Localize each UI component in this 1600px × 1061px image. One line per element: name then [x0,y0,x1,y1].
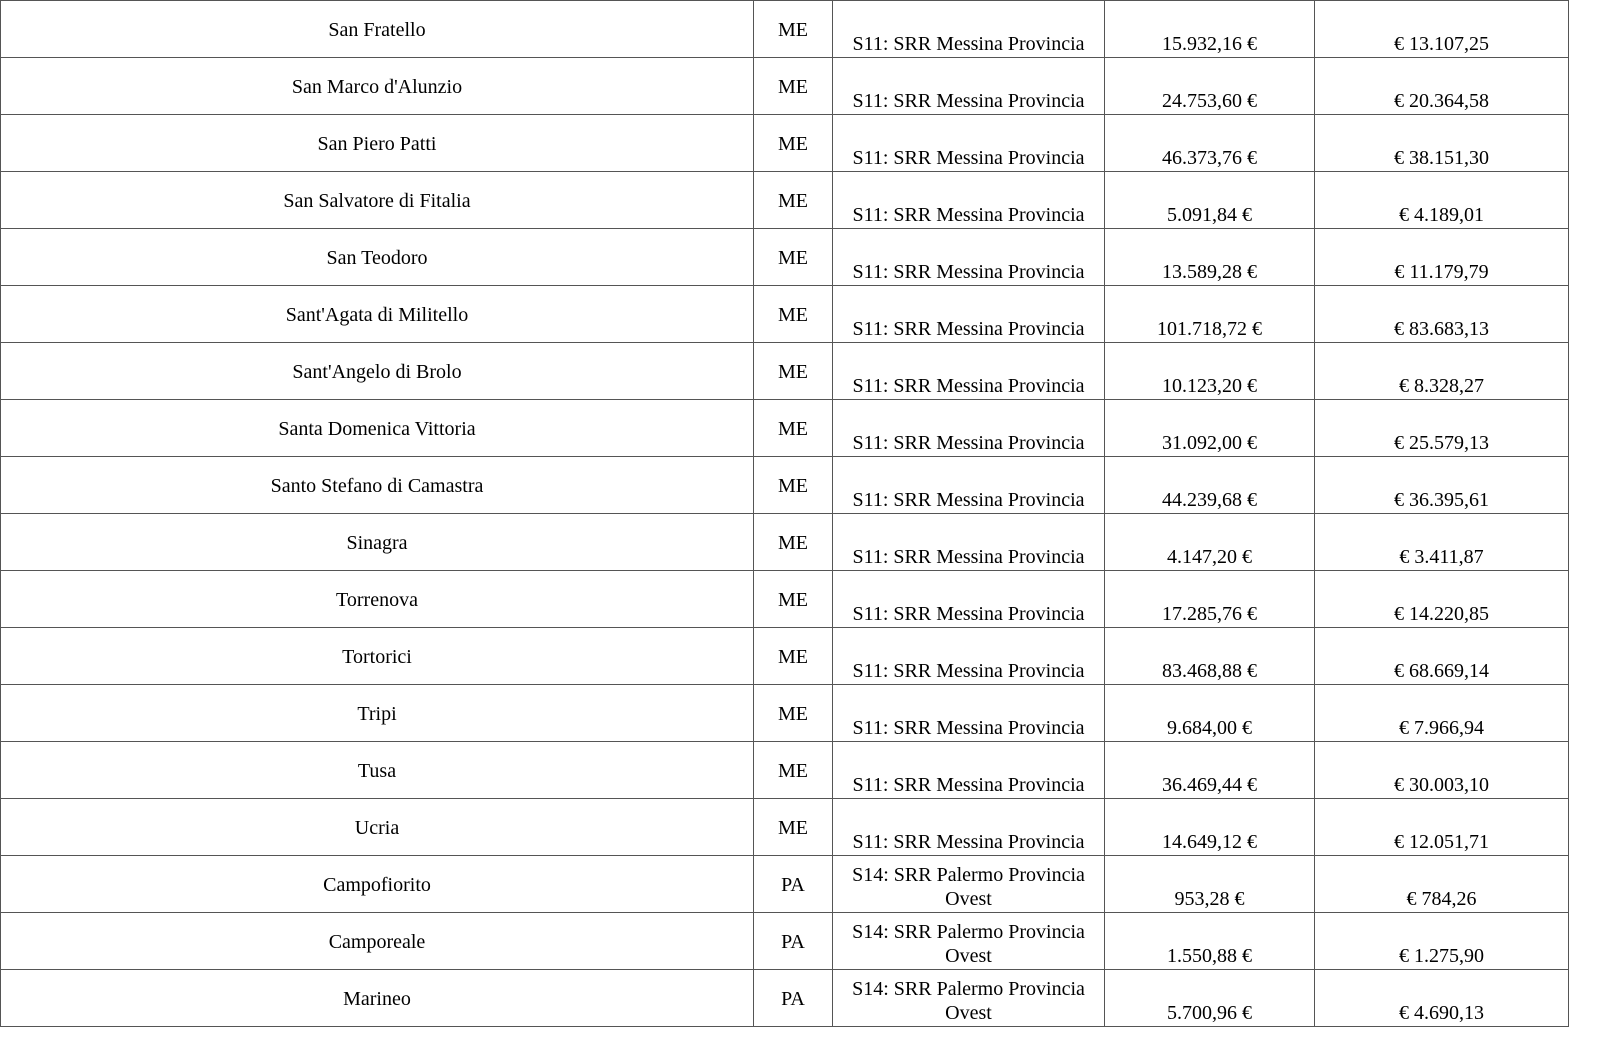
provincia-text: ME [778,76,808,98]
srr-text: S11: SRR Messina Provincia [852,774,1085,796]
importo2-cell [1315,742,1569,799]
srr-text: S14: SRR Palermo Provincia Ovest [852,978,1085,1024]
importo1-text: 44.239,68 € [1162,489,1257,511]
provincia-cell [754,628,833,685]
importo2-cell [1315,343,1569,400]
comune-text: Camporeale [328,931,426,953]
importo1-text: 31.092,00 € [1162,432,1257,454]
importo1-cell [1105,571,1315,628]
importo2-cell [1315,970,1569,1027]
comune-text: Tripi [357,703,397,725]
srr-text: S11: SRR Messina Provincia [852,831,1085,853]
importo1-cell [1105,856,1315,913]
importo1-text: 101.718,72 € [1157,318,1262,340]
importo1-text: 17.285,76 € [1162,603,1257,625]
srr-text: S11: SRR Messina Provincia [852,489,1085,511]
provincia-cell [754,799,833,856]
provincia-text: PA [781,931,805,953]
importo2-text: € 83.683,13 [1394,318,1489,340]
table-row [1,628,1569,685]
importo2-cell [1315,628,1569,685]
table-row [1,1,1569,58]
provincia-cell [754,229,833,286]
comune-text: San Salvatore di Fitalia [283,190,471,212]
importo1-cell [1105,742,1315,799]
table-row [1,286,1569,343]
importo1-cell [1105,1,1315,58]
provincia-cell [754,913,833,970]
importo1-text: 5.091,84 € [1167,204,1252,226]
importo1-cell [1105,229,1315,286]
importo2-text: € 4.690,13 [1399,1002,1484,1024]
importo1-cell [1105,913,1315,970]
importo2-text: € 25.579,13 [1394,432,1489,454]
importo2-cell [1315,799,1569,856]
importo1-cell [1105,286,1315,343]
importo2-cell [1315,856,1569,913]
importo1-text: 5.700,96 € [1167,1002,1252,1024]
importo1-cell [1105,343,1315,400]
importo2-text: € 1.275,90 [1399,945,1484,967]
comune-text: Sant'Angelo di Brolo [292,361,462,383]
srr-cell [833,172,1105,229]
comune-cell [1,1,754,58]
importo1-text: 1.550,88 € [1167,945,1252,967]
comune-text: Campofiorito [323,874,431,896]
importo1-text: 46.373,76 € [1162,147,1257,169]
provincia-text: ME [778,475,808,497]
provincia-text: PA [781,874,805,896]
importo1-cell [1105,685,1315,742]
importo1-cell [1105,970,1315,1027]
comune-text: Santo Stefano di Camastra [270,475,484,497]
comune-text: San Marco d'Alunzio [291,76,463,98]
importo1-cell [1105,457,1315,514]
provincia-text: ME [778,532,808,554]
srr-text: S11: SRR Messina Provincia [852,261,1085,283]
importo2-cell [1315,115,1569,172]
importo2-text: € 38.151,30 [1394,147,1489,169]
srr-text: S11: SRR Messina Provincia [852,204,1085,226]
importo2-text: € 36.395,61 [1394,489,1489,511]
importo2-text: € 3.411,87 [1399,546,1484,568]
srr-cell [833,58,1105,115]
srr-text: S11: SRR Messina Provincia [852,603,1085,625]
provincia-cell [754,343,833,400]
provincia-text: ME [778,304,808,326]
importo2-text: € 7.966,94 [1399,717,1484,739]
importo2-cell [1315,58,1569,115]
srr-text: S14: SRR Palermo Provincia Ovest [852,921,1085,967]
provincia-text: ME [778,361,808,383]
importo1-cell [1105,628,1315,685]
importo2-cell [1315,913,1569,970]
srr-cell [833,400,1105,457]
importo1-text: 14.649,12 € [1162,831,1257,853]
importo2-text: € 11.179,79 [1394,261,1489,283]
provincia-cell [754,115,833,172]
srr-cell [833,913,1105,970]
table-row [1,229,1569,286]
srr-cell [833,742,1105,799]
importo1-cell [1105,514,1315,571]
importo2-cell [1315,229,1569,286]
importo2-text: € 8.328,27 [1399,375,1484,397]
comune-text: San Piero Patti [317,133,437,155]
importo1-text: 36.469,44 € [1162,774,1257,796]
importo2-text: € 13.107,25 [1394,33,1489,55]
provincia-cell [754,1,833,58]
provincia-cell [754,685,833,742]
srr-text: S11: SRR Messina Provincia [852,432,1085,454]
table-row [1,58,1569,115]
provincia-text: ME [778,133,808,155]
importo2-text: € 14.220,85 [1394,603,1489,625]
comune-cell [1,571,754,628]
provincia-text: ME [778,760,808,782]
importo1-text: 4.147,20 € [1167,546,1252,568]
comune-cell [1,400,754,457]
provincia-cell [754,286,833,343]
comune-cell [1,514,754,571]
comune-cell [1,286,754,343]
comune-text: Marineo [343,988,411,1010]
provincia-cell [754,514,833,571]
srr-text: S14: SRR Palermo Provincia Ovest [852,864,1085,910]
comune-cell [1,628,754,685]
provincia-cell [754,172,833,229]
srr-text: S11: SRR Messina Provincia [852,318,1085,340]
importo2-text: € 30.003,10 [1394,774,1489,796]
comune-cell [1,742,754,799]
srr-cell [833,229,1105,286]
comune-text: San Fratello [328,19,426,41]
importo2-text: € 4.189,01 [1399,204,1484,226]
comune-text: Ucria [354,817,400,839]
importo2-cell [1315,514,1569,571]
provincia-cell [754,856,833,913]
table-row [1,457,1569,514]
srr-text: S11: SRR Messina Provincia [852,33,1085,55]
table-row [1,172,1569,229]
srr-cell [833,343,1105,400]
importo2-cell [1315,172,1569,229]
importo1-text: 953,28 € [1174,888,1245,910]
comune-cell [1,172,754,229]
srr-text: S11: SRR Messina Provincia [852,147,1085,169]
importo2-cell [1315,457,1569,514]
srr-cell [833,457,1105,514]
table-row [1,514,1569,571]
srr-text: S11: SRR Messina Provincia [852,717,1085,739]
provincia-cell [754,457,833,514]
importo1-text: 13.589,28 € [1162,261,1257,283]
provincia-cell [754,970,833,1027]
provincia-text: ME [778,418,808,440]
importo1-cell [1105,115,1315,172]
srr-cell [833,685,1105,742]
srr-text: S11: SRR Messina Provincia [852,90,1085,112]
provincia-cell [754,58,833,115]
comune-text: Tortorici [342,646,412,668]
table-row [1,685,1569,742]
srr-text: S11: SRR Messina Provincia [852,546,1085,568]
importo2-cell [1315,286,1569,343]
srr-text: S11: SRR Messina Provincia [852,375,1085,397]
importo1-cell [1105,799,1315,856]
importo2-cell [1315,571,1569,628]
importo1-text: 15.932,16 € [1162,33,1257,55]
table-row [1,400,1569,457]
srr-cell [833,286,1105,343]
provincia-cell [754,571,833,628]
table-row [1,343,1569,400]
srr-cell [833,1,1105,58]
importo2-text: € 12.051,71 [1394,831,1489,853]
importo2-cell [1315,400,1569,457]
table-row [1,799,1569,856]
provincia-cell [754,742,833,799]
provincia-text: ME [778,190,808,212]
comune-cell [1,343,754,400]
comune-cell [1,457,754,514]
comune-text: San Teodoro [326,247,428,269]
table-row [1,742,1569,799]
table-row [1,970,1569,1027]
comune-cell [1,913,754,970]
table-row [1,571,1569,628]
importo1-text: 24.753,60 € [1162,90,1257,112]
table-row [1,913,1569,970]
srr-cell [833,799,1105,856]
comune-text: Santa Domenica Vittoria [278,418,476,440]
table-row [1,856,1569,913]
table-row [1,115,1569,172]
importo2-cell [1315,685,1569,742]
comune-cell [1,229,754,286]
comune-cell [1,58,754,115]
importo1-cell [1105,400,1315,457]
comune-cell [1,685,754,742]
srr-cell [833,628,1105,685]
comune-text: Sinagra [346,532,408,554]
importo1-text: 83.468,88 € [1162,660,1257,682]
comune-text: Sant'Agata di Militello [285,304,469,326]
importo1-cell [1105,58,1315,115]
comune-cell [1,799,754,856]
srr-cell [833,115,1105,172]
srr-cell [833,571,1105,628]
provincia-text: ME [778,589,808,611]
importo2-text: € 20.364,58 [1394,90,1489,112]
provincia-text: ME [778,817,808,839]
comune-cell [1,115,754,172]
srr-cell [833,970,1105,1027]
provincia-cell [754,400,833,457]
srr-cell [833,514,1105,571]
comune-text: Tusa [357,760,397,782]
srr-text: S11: SRR Messina Provincia [852,660,1085,682]
importo2-cell [1315,1,1569,58]
comune-text: Torrenova [336,589,418,611]
importo1-text: 9.684,00 € [1167,717,1252,739]
importo2-text: € 784,26 [1406,888,1477,910]
importo1-text: 10.123,20 € [1162,375,1257,397]
importo1-cell [1105,172,1315,229]
provincia-text: ME [778,646,808,668]
comune-cell [1,970,754,1027]
comune-cell [1,856,754,913]
importo2-text: € 68.669,14 [1394,660,1489,682]
provincia-text: ME [778,247,808,269]
provincia-text: ME [778,19,808,41]
srr-cell [833,856,1105,913]
provincia-text: PA [781,988,805,1010]
provincia-text: ME [778,703,808,725]
